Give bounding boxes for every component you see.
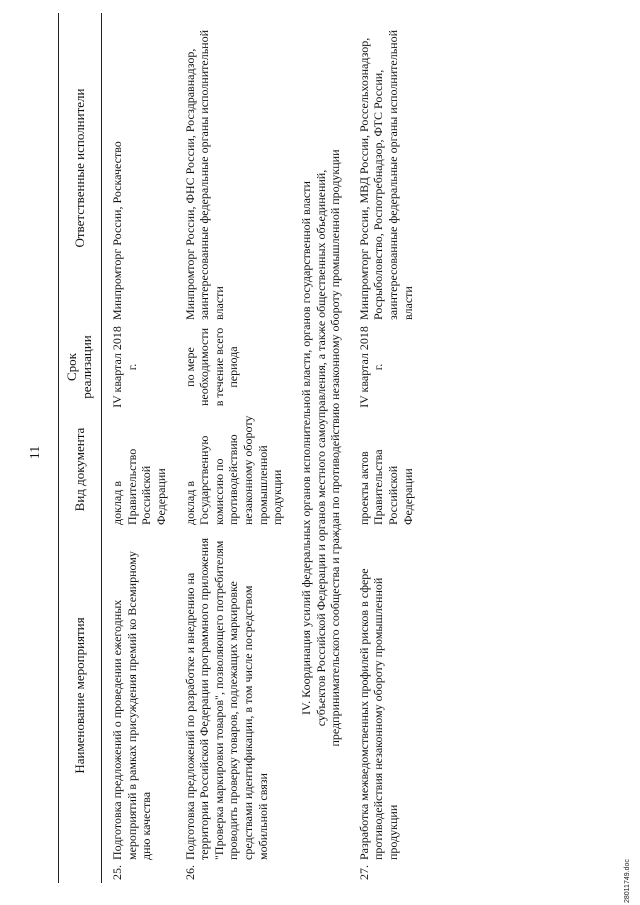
footer-file-code: 28011749.doc	[624, 859, 631, 903]
row-doc-type: доклад в Государственную комиссию по противодействию незаконному обороту промышленной продукции	[182, 415, 285, 525]
section-heading-line: предпринимательского сообщества и граждан по противодействию незаконному обороту промышленной продукции	[328, 149, 343, 747]
row-term: IV квартал 2018 г.	[110, 326, 139, 408]
section-heading-line: IV. Координация усилий федеральных органов исполнительной власти, органов государственной власти	[298, 181, 313, 715]
row-term: IV квартал 2018 г.	[356, 326, 386, 408]
header-responsible: Ответственные исполнители	[59, 13, 102, 323]
header-term: Срок реализации	[59, 323, 102, 411]
row-responsible: Минпромторг России, МВД России, Россельхознадзор, Росрыболовство, Роспотребнадзор, ФТС России, заинтересованные федеральные органы исполнительной власти	[356, 29, 415, 320]
row-term: по мере необходимости в течение всего периода	[182, 327, 241, 407]
header-name: Наименование мероприятия	[59, 528, 102, 863]
table-row	[349, 13, 422, 883]
row-responsible: Минпромторг России, Роскачество	[110, 141, 124, 320]
row-responsible: Минпромторг России, ФНС России, Росздравнадзор, заинтересованные федеральные органы исполнительной власти	[182, 29, 226, 320]
header-doc-type: Вид документа	[59, 411, 102, 528]
row-name: Разработка межведомственных профилей рисков в сфере противодействия незаконному обороту промышленной продукции	[356, 568, 400, 860]
header-num	[59, 863, 102, 883]
row-name: Подготовка предложений о проведении ежегодных мероприятий в рамках присуждения премий ко Всемирному дню качества	[110, 551, 154, 860]
section-heading-row	[291, 13, 349, 883]
page-number: 11	[28, 445, 43, 460]
table-row	[102, 13, 175, 883]
row-name: Подготовка предложений по разработке и внедрению на территории Российской Федерации программного приложения "Проверка маркировки товаров", позволяющего потребителям проводить проверку товаров, подлежащих маркировке средствами идентификации, в том числе посредством мобильной связи	[182, 538, 270, 860]
row-number: 27.	[356, 865, 371, 880]
row-number: 25.	[110, 865, 124, 880]
row-doc-type: проекты актов Правительства Российской Федерации	[356, 449, 415, 525]
section-heading	[291, 13, 349, 883]
section-heading-line: субъектов Российской Федерации и органов местного самоуправления, а также общественных объединений,	[313, 169, 328, 727]
table-row	[175, 13, 291, 883]
row-number: 26.	[182, 865, 197, 880]
measures-table	[58, 13, 421, 883]
table-header-row	[59, 13, 102, 883]
row-doc-type: доклад в Правительство Российской Федерации	[110, 448, 168, 525]
